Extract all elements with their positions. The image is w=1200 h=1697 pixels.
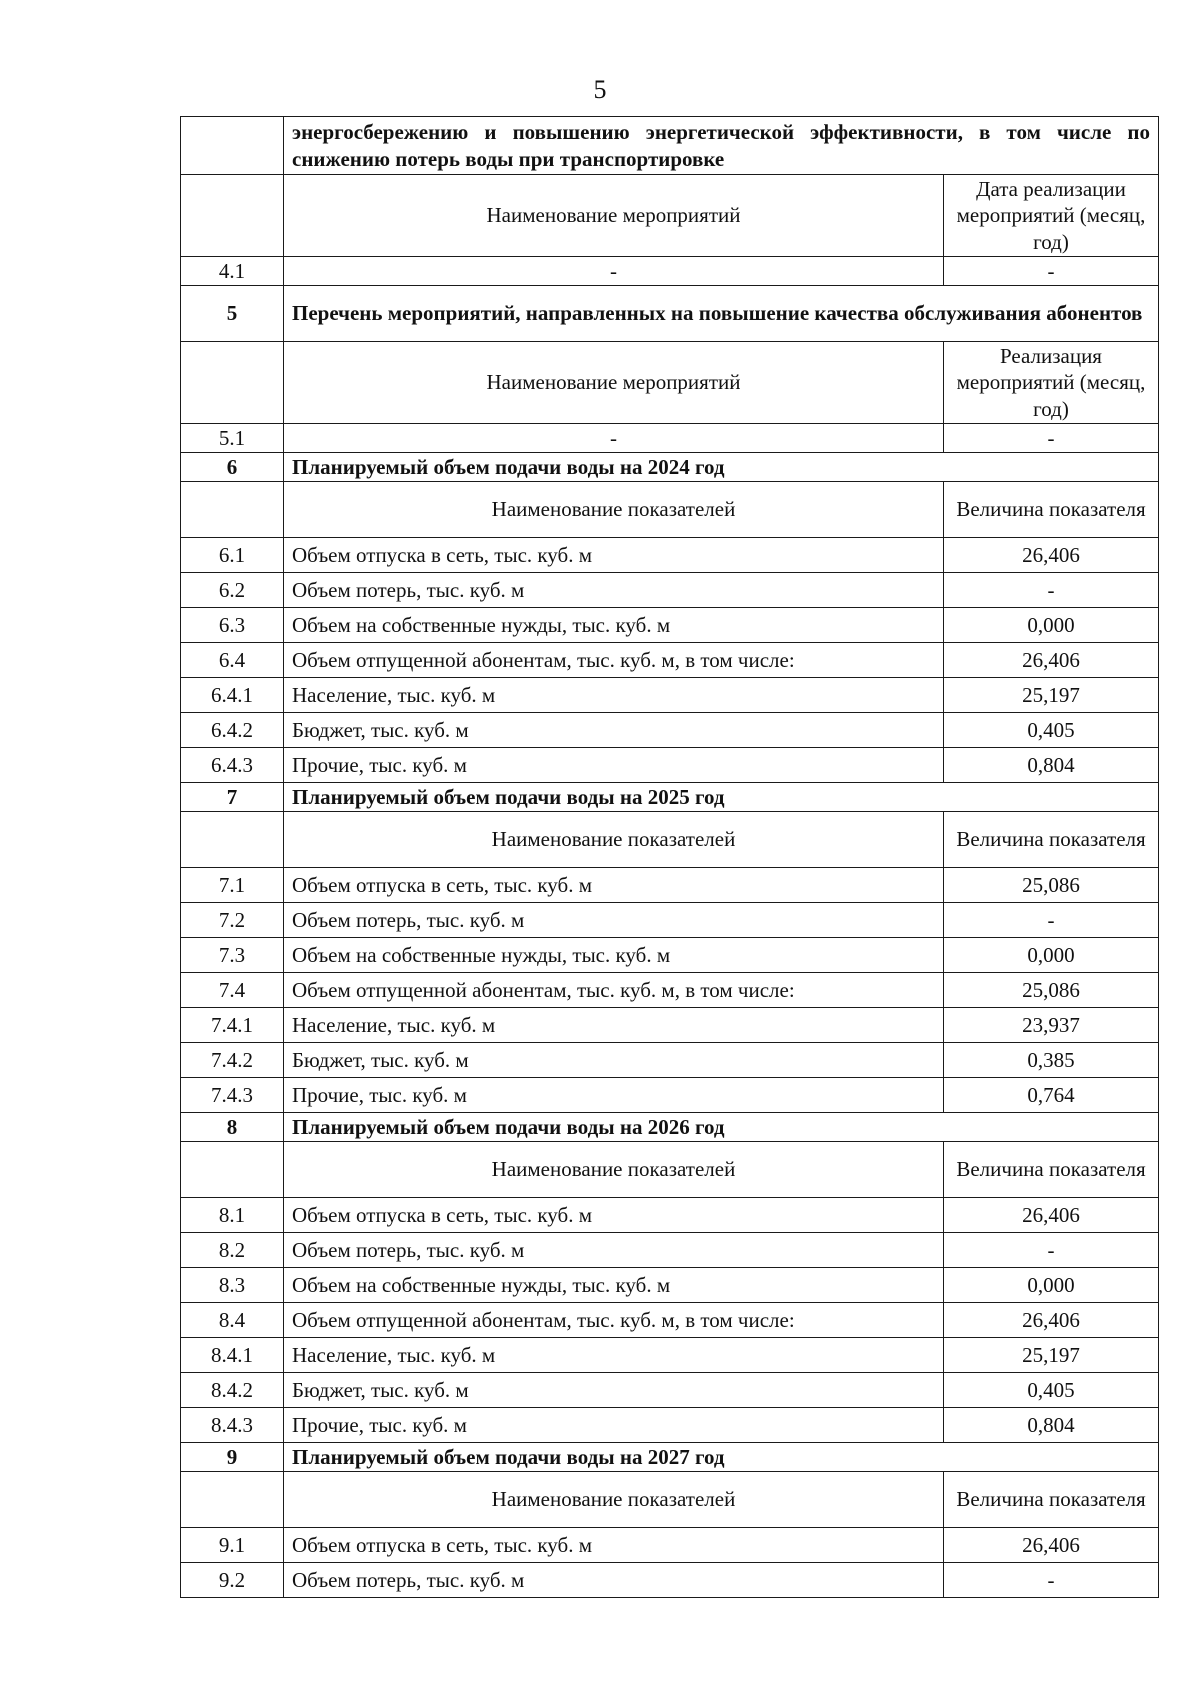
row-value: 0,804 (944, 748, 1159, 783)
row-name: Объем потерь, тыс. куб. м (284, 903, 944, 938)
row-name: Бюджет, тыс. куб. м (284, 1043, 944, 1078)
row-number: 9.1 (181, 1528, 284, 1563)
table-row (181, 1528, 1159, 1563)
header-name: Наименование мероприятий (284, 175, 944, 257)
row-value: 0,000 (944, 608, 1159, 643)
row-value: 25,086 (944, 868, 1159, 903)
table-row (181, 608, 1159, 643)
header-num-cell (181, 1472, 284, 1528)
section-number (181, 117, 284, 175)
row-value: 23,937 (944, 1008, 1159, 1043)
row-name: Население, тыс. куб. м (284, 678, 944, 713)
section-title-row (181, 783, 1159, 812)
row-value: - (944, 903, 1159, 938)
row-name: Население, тыс. куб. м (284, 1008, 944, 1043)
row-value: 0,405 (944, 713, 1159, 748)
row-name: Бюджет, тыс. куб. м (284, 713, 944, 748)
row-number: 6.4.1 (181, 678, 284, 713)
header-num-cell (181, 812, 284, 868)
table-header-row (181, 482, 1159, 538)
table-row (181, 678, 1159, 713)
row-number: 7.4.2 (181, 1043, 284, 1078)
table-header-row (181, 175, 1159, 257)
row-value: - (944, 1233, 1159, 1268)
row-number: 7.4.1 (181, 1008, 284, 1043)
table-row (181, 1563, 1159, 1598)
row-value: 26,406 (944, 1198, 1159, 1233)
table-row (181, 424, 1159, 453)
row-value: 0,385 (944, 1043, 1159, 1078)
table-row (181, 1373, 1159, 1408)
row-name: - (284, 424, 944, 453)
row-name: Объем отпуска в сеть, тыс. куб. м (284, 538, 944, 573)
table-row (181, 1268, 1159, 1303)
row-number: 6.3 (181, 608, 284, 643)
row-name: Объем отпущенной абонентам, тыс. куб. м, в том числе: (284, 1303, 944, 1338)
row-name: Население, тыс. куб. м (284, 1338, 944, 1373)
measures-table (180, 116, 1159, 1598)
row-number: 8.4.3 (181, 1408, 284, 1443)
section-title: энергосбережению и повышению энергетической эффективности, в том числе по снижению потерь воды при транспортировке (284, 117, 1159, 175)
row-number: 6.2 (181, 573, 284, 608)
row-name: Объем на собственные нужды, тыс. куб. м (284, 938, 944, 973)
row-name: Объем на собственные нужды, тыс. куб. м (284, 608, 944, 643)
row-name: Объем отпущенной абонентам, тыс. куб. м, в том числе: (284, 973, 944, 1008)
row-name: Объем отпущенной абонентам, тыс. куб. м, в том числе: (284, 643, 944, 678)
row-number: 6.4 (181, 643, 284, 678)
header-name: Наименование мероприятий (284, 342, 944, 424)
table-row (181, 748, 1159, 783)
table-row (181, 573, 1159, 608)
row-number: 7.1 (181, 868, 284, 903)
row-value: 0,000 (944, 938, 1159, 973)
section-number: 6 (181, 453, 284, 482)
table-header-row (181, 1472, 1159, 1528)
row-value: 25,197 (944, 678, 1159, 713)
row-number: 8.4 (181, 1303, 284, 1338)
table-row (181, 1043, 1159, 1078)
table-row (181, 1198, 1159, 1233)
table-row (181, 903, 1159, 938)
row-value: - (944, 257, 1159, 286)
header-value: Величина показателя (944, 1142, 1159, 1198)
row-number: 8.2 (181, 1233, 284, 1268)
row-number: 8.3 (181, 1268, 284, 1303)
row-name: Объем отпуска в сеть, тыс. куб. м (284, 1198, 944, 1233)
row-name: Прочие, тыс. куб. м (284, 1408, 944, 1443)
row-name: Прочие, тыс. куб. м (284, 1078, 944, 1113)
section-title-row (181, 1113, 1159, 1142)
row-name: Объем потерь, тыс. куб. м (284, 573, 944, 608)
section-title: Планируемый объем подачи воды на 2026 год (284, 1113, 1159, 1142)
row-name: Объем потерь, тыс. куб. м (284, 1233, 944, 1268)
section-number: 7 (181, 783, 284, 812)
row-value: 25,197 (944, 1338, 1159, 1373)
row-name: Объем потерь, тыс. куб. м (284, 1563, 944, 1598)
row-number: 7.4.3 (181, 1078, 284, 1113)
row-value: 0,764 (944, 1078, 1159, 1113)
header-num-cell (181, 175, 284, 257)
row-value: 26,406 (944, 643, 1159, 678)
section-title-row (181, 453, 1159, 482)
row-number: 5.1 (181, 424, 284, 453)
header-name: Наименование показателей (284, 1142, 944, 1198)
row-name: - (284, 257, 944, 286)
table-row (181, 973, 1159, 1008)
table-row (181, 938, 1159, 973)
table-header-row (181, 812, 1159, 868)
row-value: 0,000 (944, 1268, 1159, 1303)
table-row (181, 1078, 1159, 1113)
table-row (181, 1408, 1159, 1443)
table-row (181, 257, 1159, 286)
row-value: 26,406 (944, 538, 1159, 573)
section-title: Планируемый объем подачи воды на 2027 год (284, 1443, 1159, 1472)
section-number: 9 (181, 1443, 284, 1472)
table-row (181, 538, 1159, 573)
row-name: Объем отпуска в сеть, тыс. куб. м (284, 868, 944, 903)
table-row (181, 1008, 1159, 1043)
row-value: 26,406 (944, 1528, 1159, 1563)
row-name: Бюджет, тыс. куб. м (284, 1373, 944, 1408)
page-number: 5 (593, 75, 607, 104)
table-row (181, 713, 1159, 748)
section-title-row (181, 286, 1159, 342)
section-title: Планируемый объем подачи воды на 2025 год (284, 783, 1159, 812)
row-number: 9.2 (181, 1563, 284, 1598)
row-number: 8.4.1 (181, 1338, 284, 1373)
header-num-cell (181, 482, 284, 538)
section-title-row (181, 1443, 1159, 1472)
table-header-row (181, 1142, 1159, 1198)
header-value: Дата реализации мероприятий (месяц, год) (944, 175, 1159, 257)
section-title: Планируемый объем подачи воды на 2024 год (284, 453, 1159, 482)
header-value: Величина показателя (944, 1472, 1159, 1528)
table-row (181, 1338, 1159, 1373)
row-name: Прочие, тыс. куб. м (284, 748, 944, 783)
row-name: Объем на собственные нужды, тыс. куб. м (284, 1268, 944, 1303)
section-title-row (181, 117, 1159, 175)
row-number: 7.2 (181, 903, 284, 938)
row-value: 0,405 (944, 1373, 1159, 1408)
header-value: Реализация мероприятий (месяц, год) (944, 342, 1159, 424)
row-number: 6.4.2 (181, 713, 284, 748)
section-number: 8 (181, 1113, 284, 1142)
row-number: 8.4.2 (181, 1373, 284, 1408)
row-value: - (944, 573, 1159, 608)
header-name: Наименование показателей (284, 1472, 944, 1528)
table-row (181, 643, 1159, 678)
row-value: - (944, 424, 1159, 453)
row-number: 6.4.3 (181, 748, 284, 783)
section-title: Перечень мероприятий, направленных на повышение качества обслуживания абонентов (284, 286, 1159, 342)
header-num-cell (181, 1142, 284, 1198)
row-value: 26,406 (944, 1303, 1159, 1338)
row-value: 25,086 (944, 973, 1159, 1008)
header-value: Величина показателя (944, 482, 1159, 538)
row-name: Объем отпуска в сеть, тыс. куб. м (284, 1528, 944, 1563)
table-header-row (181, 342, 1159, 424)
row-value: - (944, 1563, 1159, 1598)
row-number: 4.1 (181, 257, 284, 286)
header-num-cell (181, 342, 284, 424)
header-name: Наименование показателей (284, 812, 944, 868)
table-row (181, 868, 1159, 903)
header-value: Величина показателя (944, 812, 1159, 868)
table-row (181, 1303, 1159, 1338)
section-number: 5 (181, 286, 284, 342)
row-number: 8.1 (181, 1198, 284, 1233)
row-number: 7.3 (181, 938, 284, 973)
row-value: 0,804 (944, 1408, 1159, 1443)
row-number: 6.1 (181, 538, 284, 573)
table-row (181, 1233, 1159, 1268)
row-number: 7.4 (181, 973, 284, 1008)
header-name: Наименование показателей (284, 482, 944, 538)
